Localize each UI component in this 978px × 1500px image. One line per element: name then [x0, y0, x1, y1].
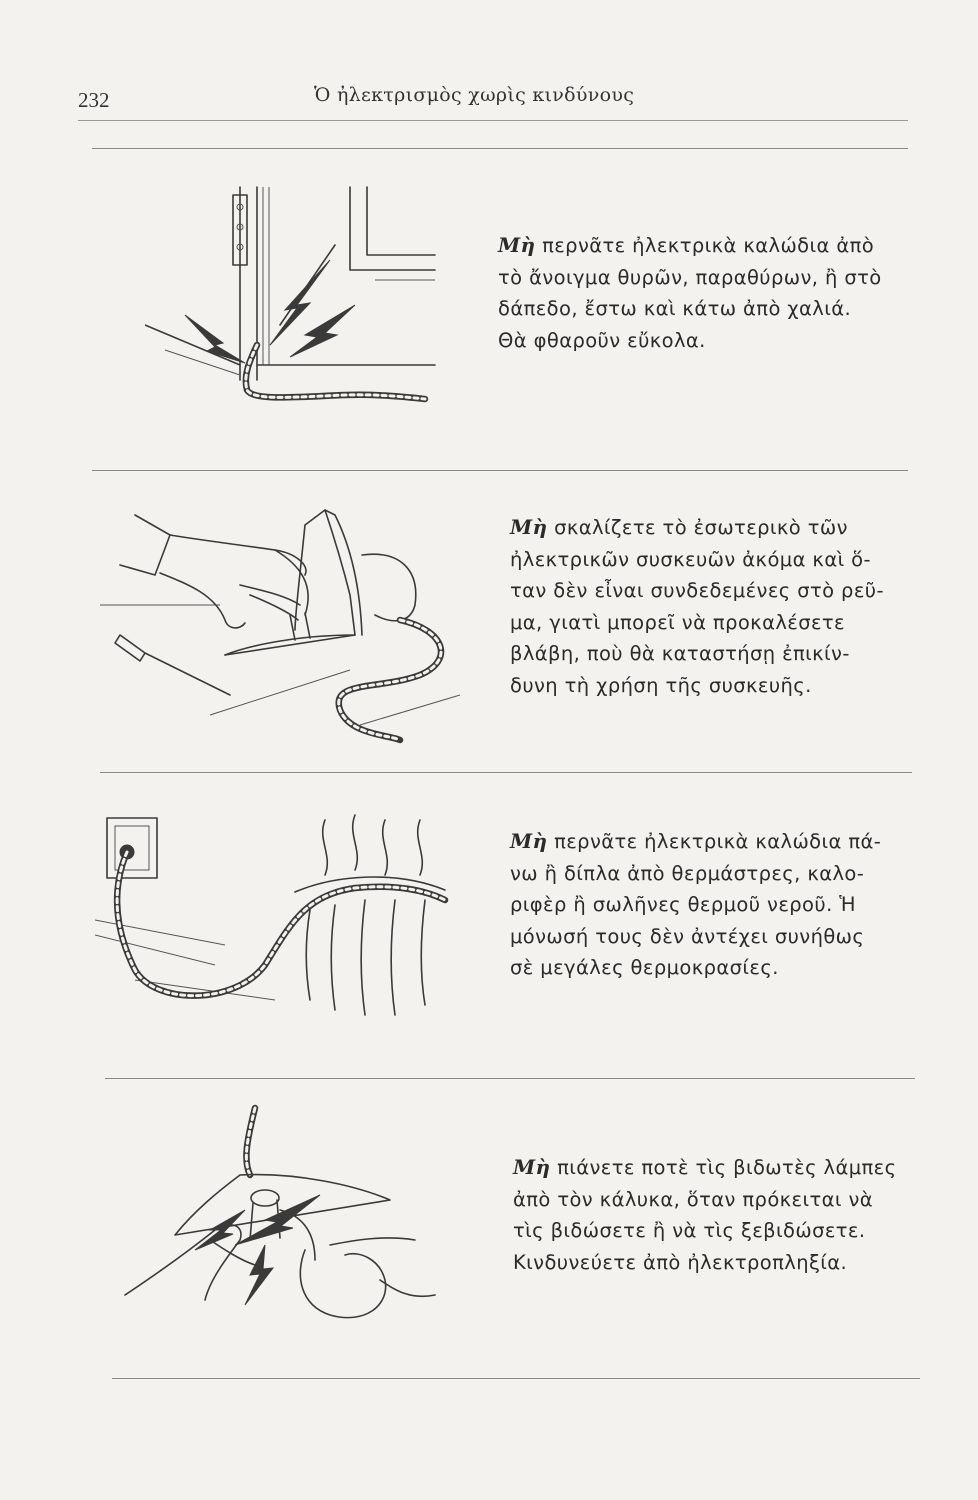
caption-line: δάπεδο, ἔστω καὶ κάτω ἀπὸ χαλιά. — [498, 297, 852, 320]
caption-line: Κινδυνεύετε ἀπὸ ἠλεκτροπληξία. — [513, 1250, 848, 1274]
section-divider — [92, 470, 908, 471]
running-head — [78, 84, 908, 116]
caption-screw-lamps — [513, 1152, 896, 1278]
section-divider — [105, 1078, 915, 1079]
caption-cable-near-heaters — [510, 826, 881, 984]
caption-cable-through-door — [498, 230, 882, 356]
header-rule — [78, 120, 908, 121]
caption-line: Μὴ πιάνετε ποτὲ τὶς βιδωτὲς λάμπες — [513, 1155, 897, 1179]
caption-line: βλάβη, ποὺ θὰ καταστήσῃ ἐπικίν- — [510, 642, 850, 665]
cable-over-radiator-illustration — [95, 800, 465, 1040]
caption-lead: Μὴ — [510, 515, 548, 539]
caption-line: ταν δὲν εἶναι συνδεδεμένες στὸ ρεῦ- — [510, 579, 884, 602]
section-divider — [100, 772, 912, 773]
running-title: Ὁ ἠλεκτρισμὸς χωρὶς κινδύνους — [314, 84, 635, 106]
page-number: 232 — [78, 88, 110, 112]
caption-line: ἀπὸ τὸν κάλυκα, ὅταν πρόκειται νὰ — [513, 1187, 874, 1211]
caption-line: σὲ μεγάλες θερμοκρασίες. — [510, 956, 779, 979]
caption-line: τὸ ἄνοιγμα θυρῶν, παραθύρων, ἢ στὸ — [498, 265, 882, 289]
caption-line: δυνη τὴ χρήση τῆς συσκευῆς. — [510, 673, 812, 697]
caption-lead: Μὴ — [513, 1155, 551, 1179]
caption-do-not-tinker — [510, 512, 884, 701]
hand-iron-screwdriver-illustration — [100, 495, 470, 755]
caption-line: Μὴ σκαλίζετε τὸ ἐσωτερικὸ τῶν — [510, 515, 848, 539]
caption-line: ἠλεκτρικῶν συσκευῶν ἀκόμα καὶ ὅ- — [510, 547, 871, 571]
caption-line: νω ἢ δίπλα ἀπὸ θερμάστρες, καλο- — [510, 861, 865, 885]
caption-line: Θὰ φθαροῦν εὔκολα. — [498, 328, 706, 352]
caption-line: μα, γιατὶ μπορεῖ νὰ προκαλέσετε — [510, 610, 845, 634]
caption-line: Μὴ περνᾶτε ἠλεκτρικὰ καλώδια ἀπὸ — [498, 233, 875, 257]
section-divider — [112, 1378, 920, 1379]
caption-line: μόνωσή τους δὲν ἀντέχει συνήθως — [510, 924, 865, 948]
section-divider — [92, 148, 908, 149]
caption-lead: Μὴ — [510, 829, 548, 853]
caption-line: Μὴ περνᾶτε ἠλεκτρικὰ καλώδια πά- — [510, 829, 882, 853]
cable-through-door-illustration — [145, 175, 445, 415]
caption-line: τὶς βιδώσετε ἢ νὰ τὶς ξεβιδώσετε. — [513, 1219, 866, 1242]
caption-lead: Μὴ — [498, 233, 536, 257]
caption-line: ριφὲρ ἢ σωλῆνες θερμοῦ νεροῦ. Ἡ — [510, 893, 856, 916]
hands-on-lamp-illustration — [115, 1100, 455, 1340]
